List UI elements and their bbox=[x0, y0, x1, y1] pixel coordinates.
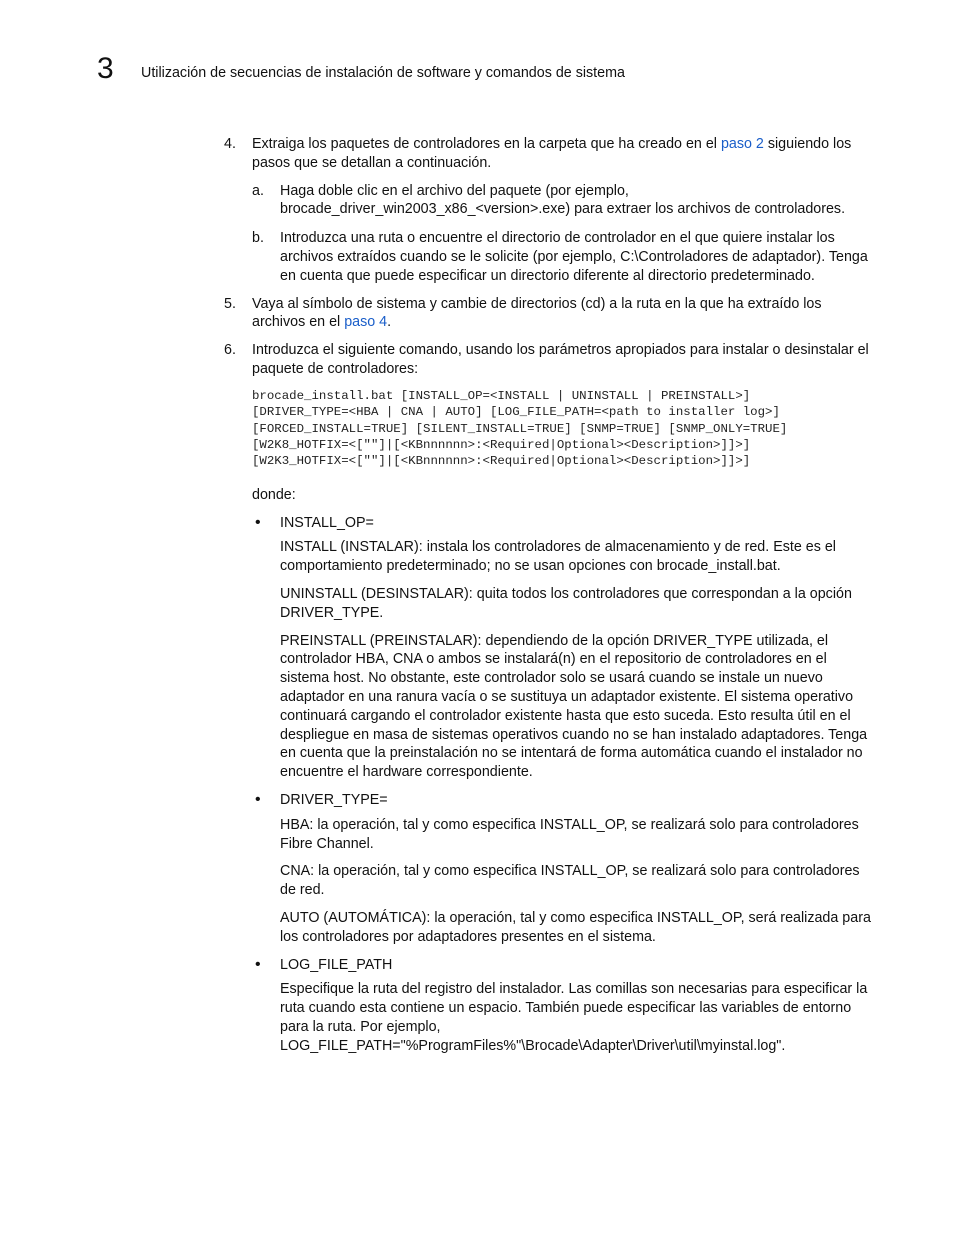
step-text: Vaya al símbolo de sistema y cambie de directorios (cd) a la ruta en la que ha extraído los archivos en el bbox=[252, 295, 822, 331]
main-content bbox=[224, 135, 872, 1056]
param-driver-type bbox=[252, 791, 872, 810]
sub-step-text: Introduzca una ruta o encuentre el directorio de controlador en el que quiere instalar los archivos extraídos cuando se le solicite (por ejemplo, C:\Controladores de adaptador). Tenga en cuenta que puede especificar un directorio diferente al directorio predeterminado. bbox=[280, 230, 868, 284]
step-number: 5. bbox=[224, 295, 236, 312]
param-title: LOG_FILE_PATH bbox=[280, 956, 393, 973]
param-title: DRIVER_TYPE= bbox=[280, 791, 388, 808]
param-description: INSTALL (INSTALAR): instala los controladores de almacenamiento y de red. Este es el comportamiento predeterminado; no se usan opciones con brocade_install.bat. bbox=[280, 539, 836, 575]
step-number: 4. bbox=[224, 136, 236, 152]
step-5 bbox=[224, 295, 872, 333]
step-number: 6. bbox=[224, 342, 236, 359]
where-label: donde: bbox=[252, 486, 296, 503]
step-4 bbox=[224, 135, 872, 173]
chapter-number: 3 bbox=[97, 52, 114, 85]
sub-step-label: b. bbox=[252, 230, 264, 247]
bullet-icon: • bbox=[255, 955, 261, 973]
step-text: Introduzca el siguiente comando, usando los parámetros apropiados para instalar o desinstalar el paquete de controladores: bbox=[252, 342, 869, 377]
step-4b bbox=[252, 229, 872, 285]
chapter-title: Utilización de secuencias de instalación de software y comandos de sistema bbox=[141, 65, 625, 81]
step-text: . bbox=[387, 314, 392, 331]
sub-step-text: Haga doble clic en el archivo del paquete (por ejemplo, brocade_driver_win2003_x86_<version>.exe) para extraer los archivos de controladores. bbox=[280, 182, 846, 218]
command-syntax: brocade_install.bat [INSTALL_OP=<INSTALL | UNINSTALL | PREINSTALL>] [DRIVER_TYPE=<HBA | CNA | AUTO] [LOG_FILE_PATH=<path to installer log>] [FORCED_INSTALL=TRUE] [SILENT_INSTALL=TRUE] [SNMP=TRUE] [SNMP_ONLY=TRUE] [W2K8_HOTFIX=<[""]|[<KBnnnnnn>:<Required|Optional><Description>]]>] [W2K3_HOTFIX=<[""]|[<KBnnnnnn>:<Required|Optional><Description>]]>] bbox=[252, 388, 788, 469]
bullet-icon: • bbox=[255, 790, 261, 808]
param-install-op bbox=[252, 514, 872, 533]
sub-step-label: a. bbox=[252, 182, 264, 199]
step-6 bbox=[224, 341, 872, 379]
param-description: PREINSTALL (PREINSTALAR): dependiendo de la opción DRIVER_TYPE utilizada, el controlador HBA, CNA o ambos se instalará(n) en el repositorio de controladores en el sistema host. No obstante, este controlador solo se usará cuando se instale un nuevo adaptador en una ranura vacía o se sustituya un adaptador existente. El sistema operativo continuará cargando el controlador existente hasta que esto suceda. Esto resulta útil en el despliegue en masa de sistemas operativos cuando no se han instalado adaptadores. Tenga en cuenta que la preinstalación no se intentará de forma automática cuando el instalador no encuentre el hardware correspondiente. bbox=[280, 632, 868, 781]
param-description: HBA: la operación, tal y como especifica INSTALL_OP, se realizará solo para controladores Fibre Channel. bbox=[280, 816, 859, 852]
link-paso-4[interactable]: paso 4 bbox=[344, 314, 388, 331]
param-title: INSTALL_OP= bbox=[280, 514, 374, 531]
param-log-file-path bbox=[252, 956, 872, 975]
step-4a bbox=[252, 182, 872, 220]
step-text: Extraiga los paquetes de controladores en la carpeta que ha creado en el bbox=[252, 136, 721, 152]
param-description: UNINSTALL (DESINSTALAR): quita todos los controladores que correspondan a la opción DRIVER_TYPE. bbox=[280, 585, 852, 621]
param-description: Especifique la ruta del registro del instalador. Las comillas son necesarias para especificar la ruta cuando esta contiene un espacio. También puede especificar las variables de entorno para la ruta. Por ejemplo, LOG_FILE_PATH="%ProgramFiles%"\Brocade\Adapter\Driver\util\myinstal.log". bbox=[280, 981, 868, 1054]
link-paso-2[interactable]: paso 2 bbox=[720, 136, 764, 152]
param-description: CNA: la operación, tal y como especifica INSTALL_OP, se realizará solo para controladores de red. bbox=[280, 863, 860, 899]
bullet-icon: • bbox=[255, 513, 261, 531]
param-description: AUTO (AUTOMÁTICA): la operación, tal y como especifica INSTALL_OP, será realizada para los controladores por adaptadores presentes en el sistema. bbox=[280, 909, 871, 945]
step-text: siguiendo los pasos que se detallan a continuación. bbox=[252, 136, 852, 171]
